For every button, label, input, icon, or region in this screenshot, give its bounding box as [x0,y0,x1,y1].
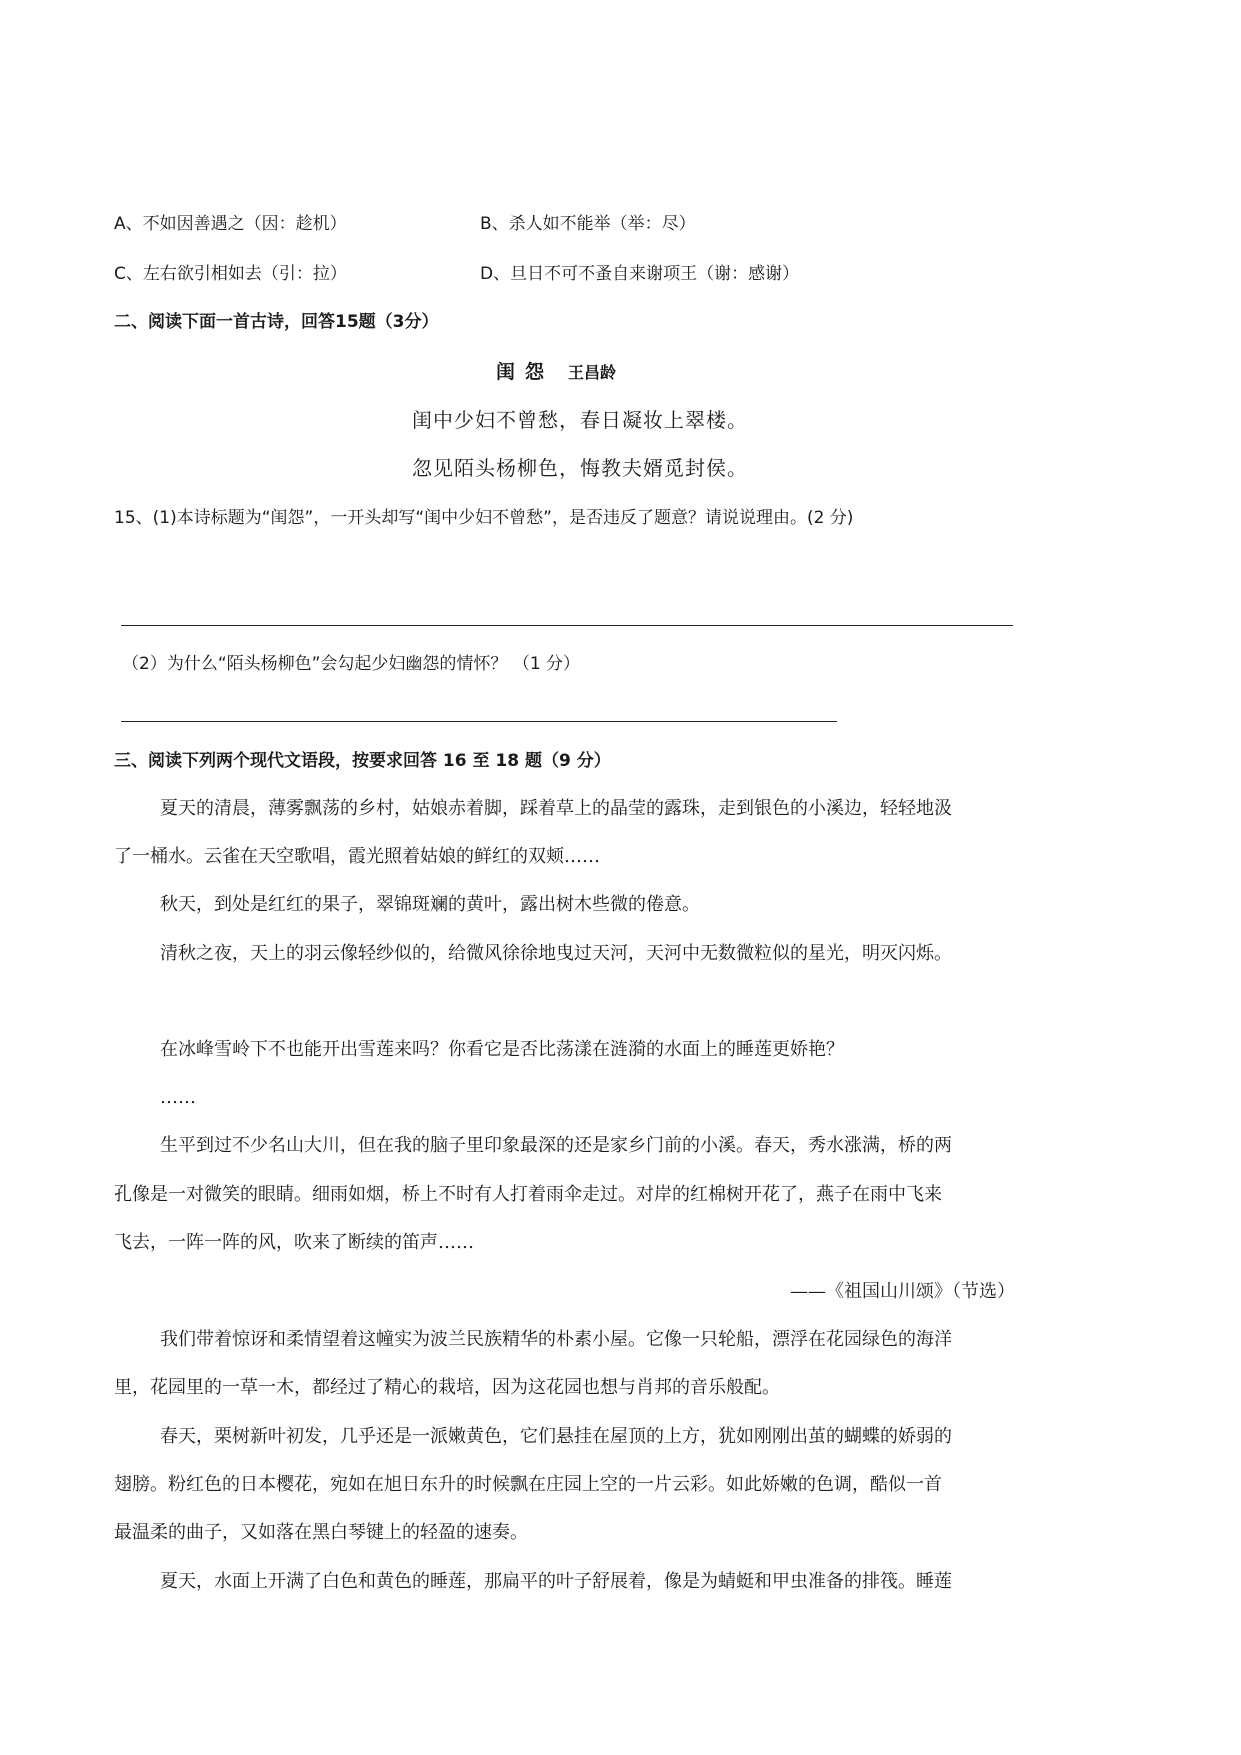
question-15-2: （2）为什么“陌头杨柳色”会勾起少妇幽怨的情怀？ （1 分） [122,654,581,674]
passage1-line: 秋天，到处是红红的果子，翠锦斑斓的黄叶，露出树木些微的倦意。 [160,894,700,915]
passage2-line: 里，花园里的一草一木，都经过了精心的栽培，因为这花园也想与肖邦的音乐般配。 [114,1377,780,1398]
passage2-line: 翅膀。粉红色的日本樱花，宛如在旭日东升的时候飘在庄园上空的一片云彩。如此娇嫩的色调，酷似一首 [114,1474,942,1495]
passage1-line: 清秋之夜，天上的羽云像轻纱似的，给微风徐徐地曳过天河，天河中无数微粒似的星光，明灭闪烁。 [160,943,952,964]
poem-line-1: 闺中少妇不曾愁，春日凝妆上翠楼。 [412,408,748,432]
option-b: B、杀人如不能举（举：尽） [480,214,696,234]
answer-line-1 [121,625,1013,626]
passage1-line: 飞去，一阵一阵的风，吹来了断续的笛声…… [114,1232,474,1253]
option-a: A、不如因善遇之（因：趁机） [114,214,347,234]
section2-heading: 二、阅读下面一首古诗，回答15题（3分） [114,312,439,332]
passage1-line: 生平到过不少名山大川，但在我的脑子里印象最深的还是家乡门前的小溪。春天，秀水涨满，桥的两 [160,1135,952,1156]
passage1-line: 夏天的清晨，薄雾飘荡的乡村，姑娘赤着脚，踩着草上的晶莹的露珠，走到银色的小溪边，轻轻地汲 [160,798,952,819]
passage1-line: 了一桶水。云雀在天空歌唱，霞光照着姑娘的鲜红的双颊…… [114,846,600,867]
passage2-line: 夏天，水面上开满了白色和黄色的睡莲，那扁平的叶子舒展着，像是为蜻蜓和甲虫准备的排筏。睡莲 [160,1571,952,1592]
poem-author: 王昌龄 [568,363,617,382]
option-c: C、左右欲引相如去（引：拉） [114,264,347,284]
passage1-line: …… [160,1087,196,1108]
passage2-line: 春天，栗树新叶初发，几乎还是一派嫩黄色，它们悬挂在屋顶的上方，犹如刚刚出茧的蝴蝶的娇弱的 [160,1426,952,1447]
passage2-line: 我们带着惊讶和柔情望着这幢实为波兰民族精华的朴素小屋。它像一只轮船，漂浮在花园绿色的海洋 [160,1329,952,1350]
option-d: D、旦日不可不蚤自来谢项王（谢：感谢） [480,264,800,284]
poem-line-2: 忽见陌头杨柳色，悔教夫婿觅封侯。 [412,456,748,480]
passage1-source: ——《祖国山川颂》（节选） [790,1281,1015,1302]
poem-header [496,360,616,385]
passage1-line: 孔像是一对微笑的眼睛。细雨如烟，桥上不时有人打着雨伞走过。对岸的红棉树开花了，燕子在雨中飞来 [114,1184,942,1205]
passage1-line: 在冰峰雪岭下不也能开出雪莲来吗？你看它是否比荡漾在涟漪的水面上的睡莲更娇艳？ [160,1039,844,1060]
question-15-1: 15、(1)本诗标题为“闺怨”，一开头却写“闺中少妇不曾愁”，是否违反了题意？请说说理由。(2 分) [114,508,854,528]
poem-title: 闺怨 [496,361,555,383]
passage2-line: 最温柔的曲子，又如落在黑白琴键上的轻盈的速奏。 [114,1522,528,1543]
section3-heading: 三、阅读下列两个现代文语段，按要求回答 16 至 18 题（9 分） [114,751,611,771]
answer-line-2 [121,721,837,722]
